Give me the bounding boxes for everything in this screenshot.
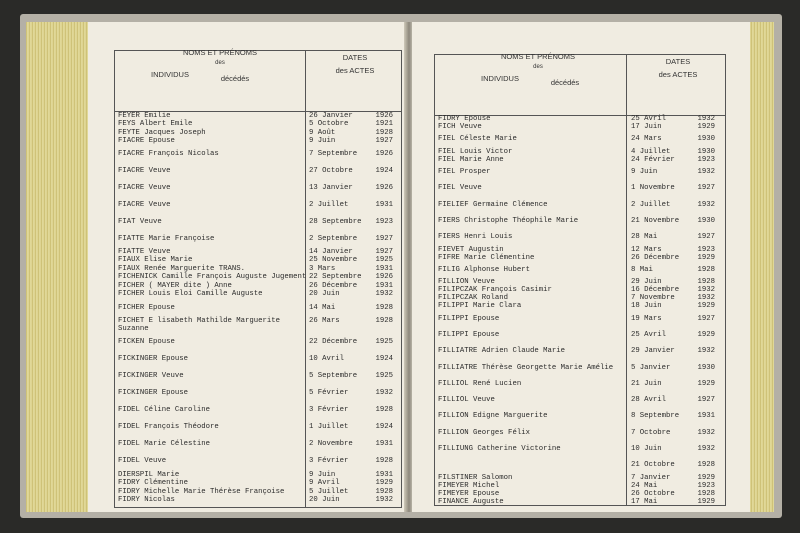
entry-name: FIDRY Clémentine — [118, 478, 189, 487]
entry-date: 3 Mars — [309, 265, 336, 274]
entry-date: 16 Décembre — [631, 286, 680, 295]
header-names-individus: INDIVIDUS — [481, 74, 519, 83]
entry-year: 1923 — [697, 155, 715, 164]
entry-name: FILLIOL René Lucien — [438, 379, 522, 388]
entry-name: FEYS Albert Emile — [118, 119, 193, 128]
entry-date: 28 Septembre — [309, 218, 362, 227]
register-row — [435, 457, 725, 473]
entry-year: 1932 — [697, 115, 715, 124]
entry-date: 29 Janvier — [631, 347, 675, 356]
register-row — [115, 367, 401, 384]
entry-year: 1932 — [697, 428, 715, 437]
register-row — [435, 196, 725, 212]
entry-date: 8 Mai — [631, 265, 653, 274]
header-names-decedes: décédés — [220, 74, 250, 83]
header-names-title: NOMS ET PRÉNOMS — [500, 52, 576, 61]
entry-date: 1 Novembre — [631, 184, 675, 193]
register-row — [435, 408, 725, 424]
entry-date: 10 Juin — [631, 445, 662, 454]
header-names-des: des — [215, 60, 225, 66]
entry-name: FIERS Christophe Théophile Marie — [438, 216, 579, 225]
entry-name: FIAUX Elise Marie — [118, 256, 193, 265]
register-table — [434, 54, 726, 506]
entry-name: FILLION Edigne Marguerite — [438, 412, 548, 421]
entry-name: FIACRE François Nicolas — [118, 149, 219, 158]
register-row — [435, 115, 725, 131]
entry-date: 26 Janvier — [309, 111, 353, 120]
register-row — [115, 128, 401, 145]
entry-name: FICKINGER Epouse — [118, 354, 189, 363]
entry-year: 1929 — [697, 331, 715, 339]
register-row — [435, 343, 725, 359]
entry-date: 25 Novembre — [309, 256, 358, 265]
entry-year: 1924 — [375, 423, 393, 432]
entry-year: 1931 — [375, 440, 393, 449]
entry-year: 1924 — [375, 354, 393, 363]
entry-year: 1932 — [697, 445, 715, 454]
register-row — [435, 164, 725, 180]
entry-date: 7 Septembre — [309, 149, 358, 158]
entry-name: FILLIOL Veuve — [438, 396, 495, 405]
entry-year: 1932 — [375, 389, 393, 398]
entry-year: 1929 — [697, 497, 715, 506]
entry-date: 7 Janvier — [631, 473, 671, 482]
entry-date: 22 Décembre — [309, 337, 358, 346]
register-row — [115, 231, 401, 248]
entry-name: FIEL Veuve — [438, 184, 482, 193]
register-table — [114, 50, 402, 508]
entry-year: 1926 — [375, 149, 393, 158]
entry-date: 29 Juin — [631, 278, 662, 287]
register-row — [115, 350, 401, 367]
register-row — [435, 311, 725, 327]
entry-date: 9 Août — [309, 128, 336, 137]
entry-date: 13 Janvier — [309, 183, 353, 192]
entry-date: 9 Juin — [309, 136, 336, 145]
entry-name: FINANCE Auguste — [438, 497, 504, 506]
entry-date: 5 Février — [309, 389, 349, 398]
entry-name: FIEVET Augustin — [438, 245, 504, 254]
entry-year: 1931 — [375, 282, 393, 291]
register-row — [435, 262, 725, 278]
entry-year: 1927 — [697, 184, 715, 193]
register-row — [435, 180, 725, 196]
entry-date: 9 Juin — [631, 168, 658, 177]
entry-date: 5 Janvier — [631, 363, 671, 372]
register-row — [115, 111, 401, 128]
entry-name: FIDEL François Théodore — [118, 423, 219, 432]
register-row — [115, 402, 401, 419]
entry-year: 1928 — [375, 303, 393, 312]
entry-name: FICHER Epouse — [118, 303, 175, 312]
entry-year: 1932 — [697, 294, 715, 303]
entry-year: 1930 — [697, 216, 715, 225]
entry-year: 1927 — [697, 396, 715, 405]
entry-date: 21 Novembre — [631, 216, 680, 225]
entry-year: 1928 — [375, 487, 393, 496]
register-row — [115, 179, 401, 196]
entry-name: FILIG Alphonse Hubert — [438, 265, 530, 274]
entry-name: FIAT Veuve — [118, 218, 162, 227]
entry-name: FIDRY Michelle Marie Thérèse Françoise — [118, 487, 285, 496]
entry-name: FIMEYER Epouse — [438, 489, 500, 498]
entry-date: 9 Avril — [309, 478, 340, 487]
entry-date: 5 Septembre — [309, 371, 358, 380]
register-row — [115, 333, 401, 350]
register-row — [115, 162, 401, 179]
entry-name: FIATTE Marie Françoise — [118, 235, 215, 244]
entry-date: 28 Mai — [631, 233, 658, 242]
entry-year: 1928 — [697, 461, 715, 470]
header-names-individus: INDIVIDUS — [151, 70, 189, 79]
register-row — [435, 245, 725, 261]
entry-name: FIDEL Céline Caroline — [118, 406, 210, 415]
entry-name: FILIPCZAK François Casimir — [438, 286, 552, 295]
entry-name: FILLION Veuve — [438, 278, 495, 287]
entry-name: FIEL Céleste Marie — [438, 135, 517, 144]
entry-year: 1928 — [697, 489, 715, 498]
register-row — [435, 131, 725, 147]
entry-year: 1929 — [375, 478, 393, 487]
entry-name: FIATTE Veuve — [118, 248, 171, 257]
entry-year: 1928 — [375, 406, 393, 415]
entry-year: 1932 — [697, 347, 715, 356]
entry-name: FILSTINER Salomon — [438, 473, 513, 482]
register-row — [435, 294, 725, 310]
entry-date: 4 Juillet — [631, 147, 671, 156]
entry-name: FICHER Louis Eloi Camille Auguste — [118, 290, 263, 299]
entry-name: FIEL Prosper — [438, 168, 491, 177]
register-rows — [435, 115, 725, 506]
register-row — [435, 392, 725, 408]
entry-year: 1928 — [375, 457, 393, 466]
entry-name: FILLIATRE Adrien Claude Marie — [438, 347, 565, 356]
entry-year: 1923 — [375, 218, 393, 227]
entry-date: 1 Juillet — [309, 423, 349, 432]
register-row — [115, 470, 401, 487]
entry-name: FIDRY Epouse — [438, 115, 491, 124]
register-row — [435, 327, 725, 343]
entry-year: 1928 — [375, 316, 393, 325]
page-edges-left — [26, 22, 90, 512]
entry-name: FIACRE Veuve — [118, 166, 171, 175]
entry-year: 1932 — [697, 286, 715, 295]
entry-date: 12 Mars — [631, 245, 662, 254]
entry-year: 1929 — [697, 302, 715, 311]
entry-name: FIDEL Marie Célestine — [118, 440, 210, 449]
register-row — [115, 419, 401, 436]
entry-date: 17 Mai — [631, 497, 658, 506]
entry-name: FIACRE Veuve — [118, 201, 171, 210]
entry-name: FICHET E lisabeth Mathilde Marguerite — [118, 316, 281, 325]
entry-date: 26 Décembre — [631, 253, 680, 262]
entry-date: 3 Février — [309, 457, 349, 466]
entry-name: FICHER ( MAYER dite ) Anne — [118, 282, 232, 291]
entry-date: 18 Juin — [631, 302, 662, 311]
table-header — [115, 48, 401, 112]
entry-date: 10 Avril — [309, 354, 345, 363]
entry-year: 1925 — [375, 256, 393, 265]
entry-name: FIEL Marie Anne — [438, 155, 504, 164]
entry-name: FIELIEF Germaine Clémence — [438, 200, 548, 209]
entry-year: 1929 — [697, 253, 715, 262]
entry-year: 1928 — [697, 278, 715, 287]
entry-year: 1925 — [375, 371, 393, 380]
entry-date: 21 Juin — [631, 379, 662, 388]
table-header — [435, 52, 725, 116]
entry-date: 25 Avril — [631, 115, 667, 124]
entry-year: 1924 — [375, 166, 393, 175]
entry-name: FICKINGER Epouse — [118, 389, 189, 398]
entry-year: 1932 — [375, 290, 393, 299]
header-dates-sub: des ACTES — [658, 70, 698, 79]
header-dates-sub: des ACTES — [335, 66, 375, 75]
entry-year: 1931 — [375, 265, 393, 274]
entry-date: 20 Juin — [309, 495, 340, 504]
entry-date: 14 Janvier — [309, 248, 353, 257]
entry-year: 1932 — [375, 495, 393, 504]
entry-name: FILIPPI Epouse — [438, 331, 500, 339]
register-row — [115, 196, 401, 213]
register-row — [115, 145, 401, 162]
entry-name: FIACRE Epouse — [118, 136, 175, 145]
entry-name: FEYTE Jacques Joseph — [118, 128, 206, 137]
entry-date: 28 Avril — [631, 396, 667, 405]
entry-year: 1927 — [375, 235, 393, 244]
register-row — [435, 229, 725, 245]
entry-date: 7 Octobre — [631, 428, 671, 437]
entry-name: FILLION Georges Félix — [438, 428, 530, 437]
register-row — [115, 282, 401, 299]
entry-date: 17 Juin — [631, 123, 662, 132]
entry-name: FICHENICK Camille François Auguste Jugement — [118, 273, 307, 282]
entry-name: Suzanne — [118, 324, 149, 333]
header-names-des: des — [533, 64, 543, 70]
entry-name: FIDRY Nicolas — [118, 495, 175, 504]
entry-date: 21 Octobre — [631, 461, 675, 470]
register-row — [435, 148, 725, 164]
entry-date: 25 Avril — [631, 331, 667, 339]
entry-name: FILIPPI Marie Clara — [438, 302, 522, 311]
entry-year: 1927 — [375, 248, 393, 257]
entry-year: 1931 — [697, 412, 715, 421]
entry-name: FIERS Henri Louis — [438, 233, 513, 242]
register-row — [435, 278, 725, 294]
register-row — [115, 487, 401, 504]
entry-name: FICH Veuve — [438, 123, 482, 132]
entry-name: FICKINGER Veuve — [118, 371, 184, 380]
register-row — [115, 436, 401, 453]
register-row — [435, 425, 725, 441]
entry-year: 1932 — [697, 168, 715, 177]
header-names-title: NOMS ET PRÉNOMS — [182, 48, 258, 57]
entry-date: 5 Octobre — [309, 119, 349, 128]
entry-name: DIERSPIL Marie — [118, 470, 180, 479]
left-page — [88, 22, 406, 512]
entry-name: FIEL Louis Victor — [438, 147, 513, 156]
entry-year: 1929 — [697, 379, 715, 388]
register-row — [435, 376, 725, 392]
entry-date: 24 Mars — [631, 135, 662, 144]
entry-date: 3 Février — [309, 406, 349, 415]
entry-name: FILIPCZAK Roland — [438, 294, 509, 303]
entry-year: 1929 — [697, 473, 715, 482]
entry-year: 1926 — [375, 273, 393, 282]
entry-date: 26 Octobre — [631, 489, 675, 498]
entry-date: 2 Novembre — [309, 440, 353, 449]
register-row — [115, 248, 401, 265]
register-row — [115, 214, 401, 231]
entry-year: 1930 — [697, 135, 715, 144]
entry-year: 1929 — [697, 123, 715, 132]
page-edges-right — [748, 22, 774, 512]
entry-date: 22 Septembre — [309, 273, 362, 282]
entry-name: FILLIATRE Thérèse Georgette Marie Amélie — [438, 363, 614, 372]
entry-date: 26 Mars — [309, 316, 340, 325]
entry-date: 19 Mars — [631, 314, 662, 323]
entry-year: 1927 — [697, 314, 715, 323]
entry-date: 2 Juillet — [631, 200, 671, 209]
entry-date: 5 Juillet — [309, 487, 349, 496]
register-row — [435, 359, 725, 375]
entry-year: 1926 — [375, 111, 393, 120]
entry-name: FILIPPI Epouse — [438, 314, 500, 323]
entry-date: 26 Décembre — [309, 282, 358, 291]
right-page — [412, 22, 750, 512]
register-row — [435, 213, 725, 229]
register-row — [115, 265, 401, 282]
entry-name: FICKEN Epouse — [118, 337, 175, 346]
entry-name: FIMEYER Michel — [438, 481, 500, 490]
entry-name: FEYER Emilie — [118, 111, 171, 120]
register-row — [115, 385, 401, 402]
register-row — [435, 490, 725, 506]
entry-date: 14 Mai — [309, 303, 336, 312]
entry-year: 1923 — [697, 481, 715, 490]
entry-year: 1930 — [697, 147, 715, 156]
entry-year: 1932 — [697, 200, 715, 209]
entry-year: 1931 — [375, 201, 393, 210]
entry-date: 2 Juillet — [309, 201, 349, 210]
entry-name: FIDEL Veuve — [118, 457, 167, 466]
register-row — [115, 299, 401, 316]
entry-year: 1931 — [375, 470, 393, 479]
entry-date: 8 Septembre — [631, 412, 680, 421]
entry-year: 1930 — [697, 363, 715, 372]
entry-year: 1928 — [375, 128, 393, 137]
entry-date: 7 Novembre — [631, 294, 675, 303]
entry-date: 20 Juin — [309, 290, 340, 299]
register-row — [435, 441, 725, 457]
entry-name: FILLIUNG Catherine Victorine — [438, 445, 561, 454]
header-dates-title: DATES — [665, 57, 691, 66]
entry-year: 1926 — [375, 183, 393, 192]
entry-year: 1925 — [375, 337, 393, 346]
entry-name: FIFRE Marie Clémentine — [438, 253, 535, 262]
register-row — [115, 453, 401, 470]
header-names-decedes: décédés — [550, 78, 580, 87]
entry-year: 1921 — [375, 119, 393, 128]
entry-year: 1928 — [697, 265, 715, 274]
entry-date: 24 Février — [631, 155, 675, 164]
entry-year: 1927 — [697, 233, 715, 242]
entry-date: 2 Septembre — [309, 235, 358, 244]
header-dates-title: DATES — [342, 53, 368, 62]
register-row — [435, 474, 725, 490]
entry-year: 1927 — [375, 136, 393, 145]
entry-name: FIAUX Renée Marguerite TRANS. — [118, 265, 245, 274]
entry-year: 1923 — [697, 245, 715, 254]
entry-date: 24 Mai — [631, 481, 658, 490]
entry-name: FIACRE Veuve — [118, 183, 171, 192]
entry-date: 27 Octobre — [309, 166, 353, 175]
register-rows — [115, 111, 401, 504]
register-row — [115, 316, 401, 333]
entry-date: 9 Juin — [309, 470, 336, 479]
